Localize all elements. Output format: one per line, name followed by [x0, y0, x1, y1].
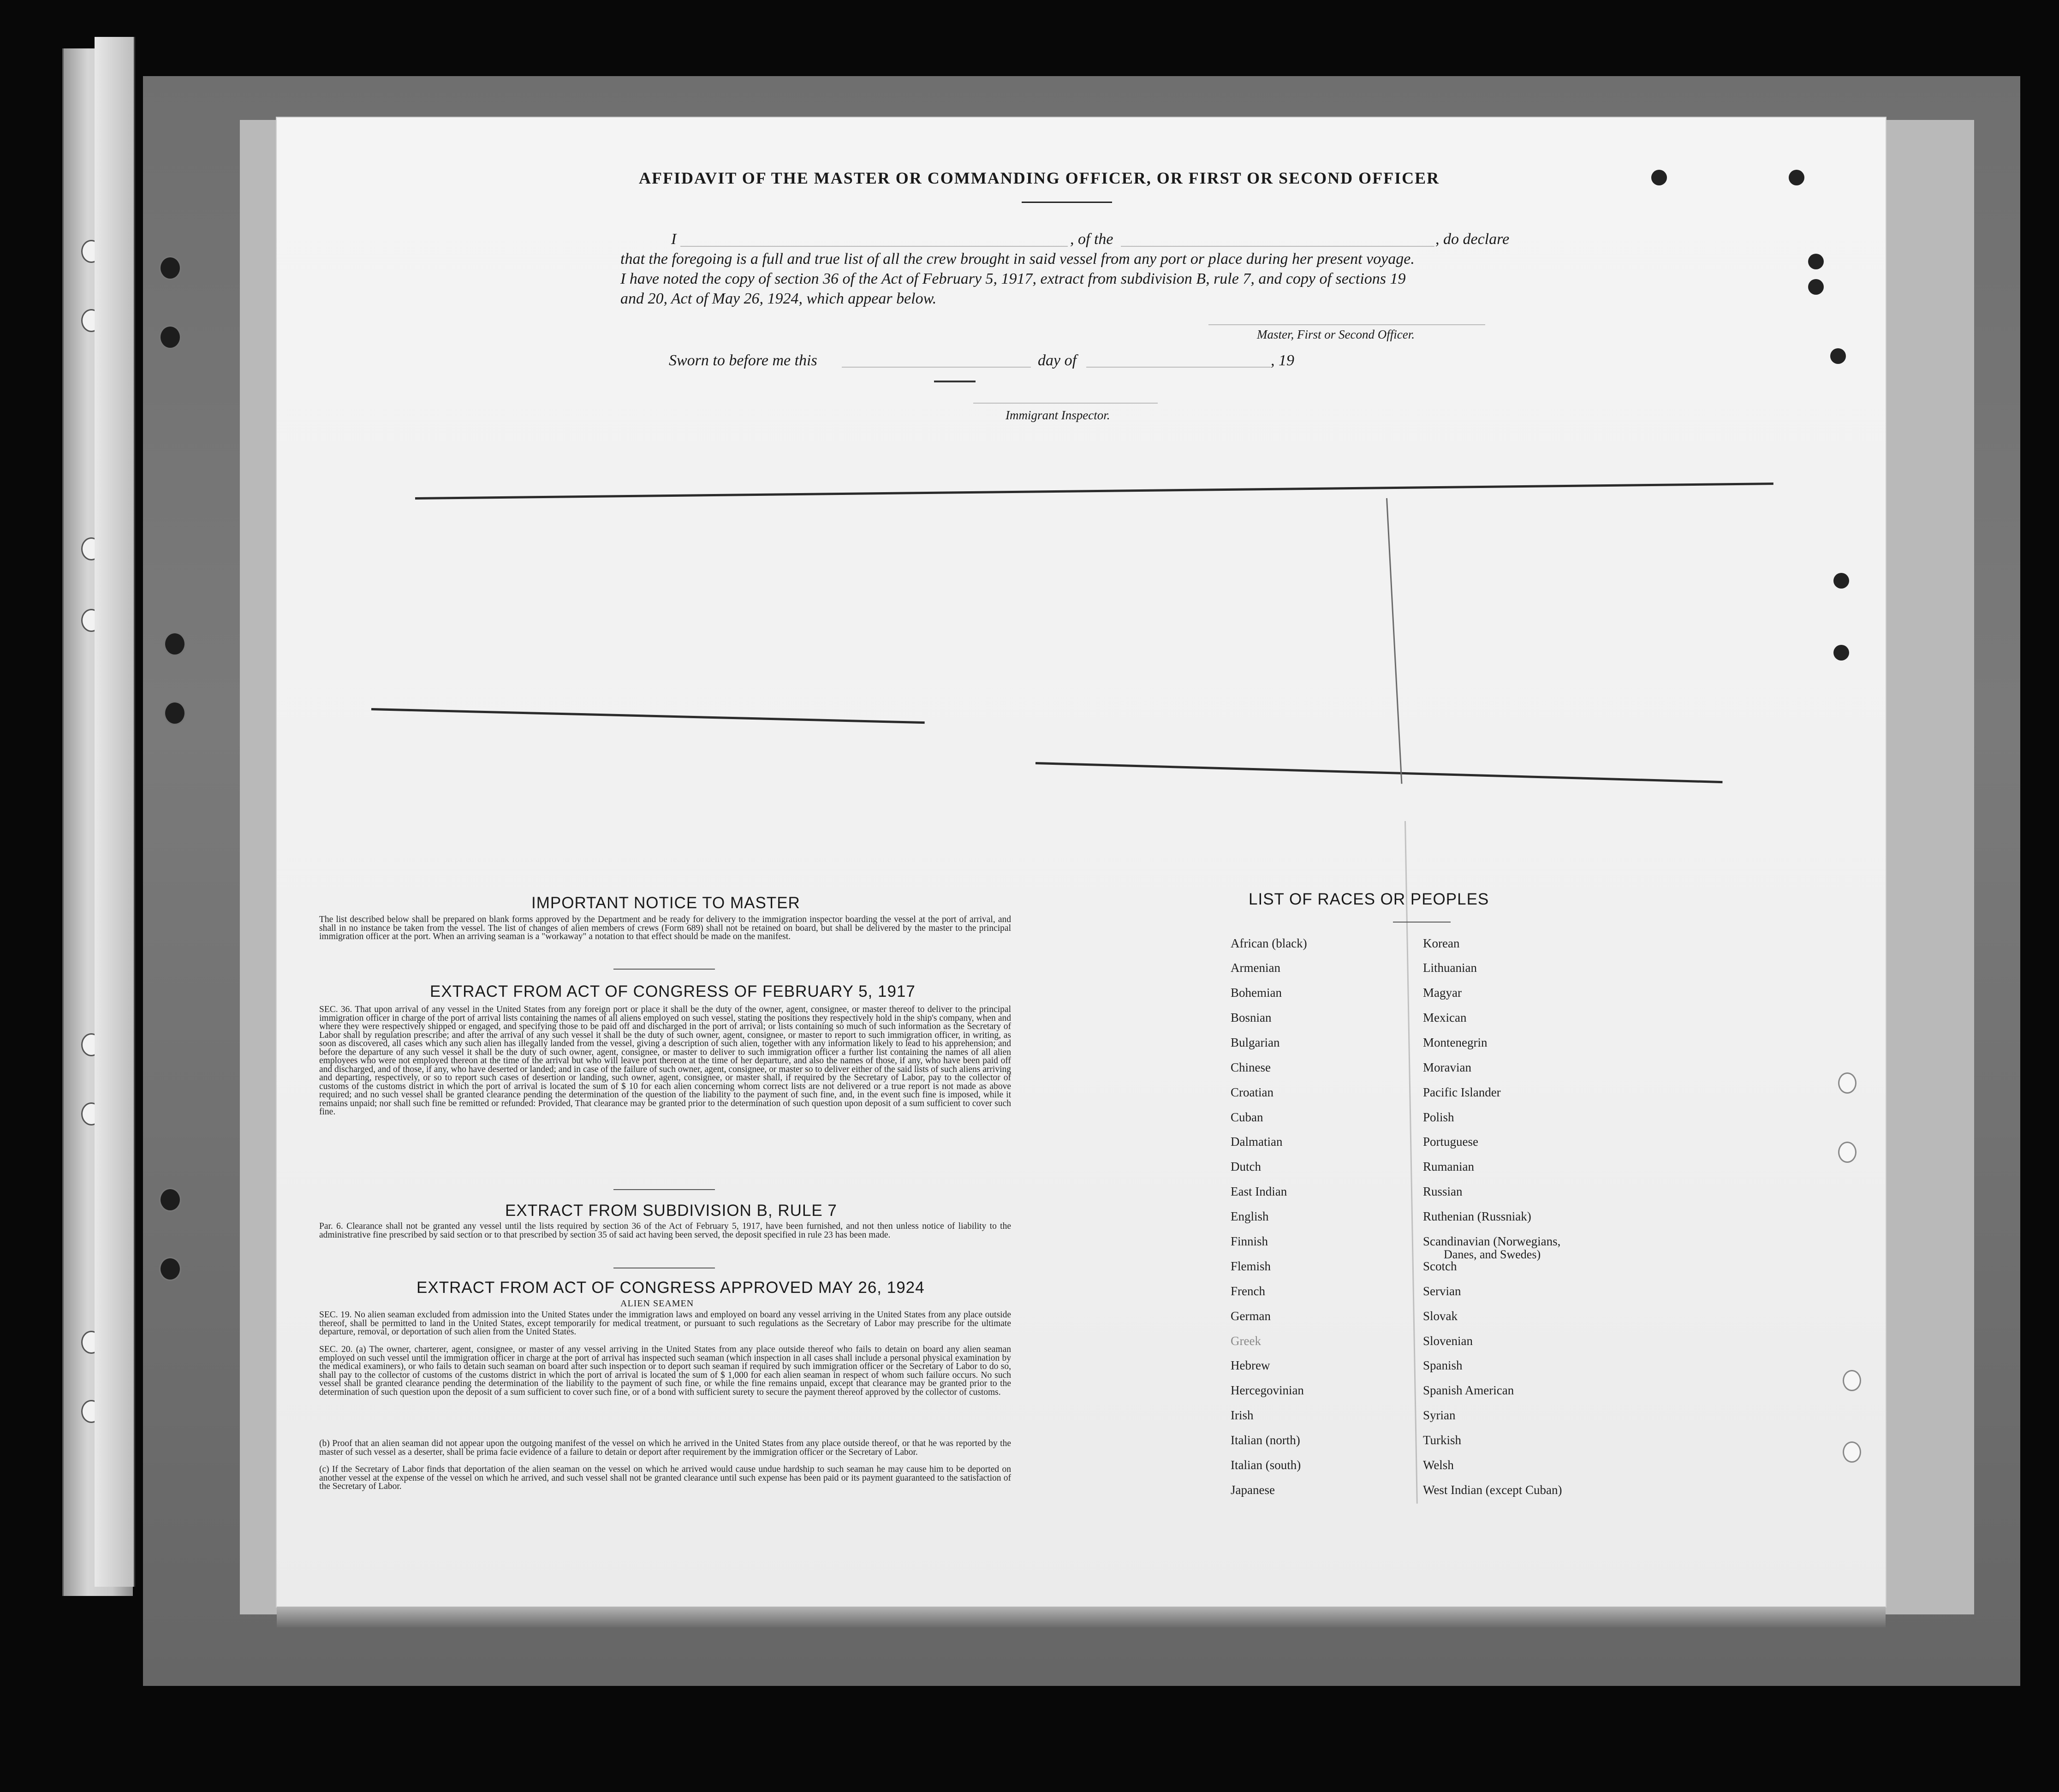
race-right-item: Pacific Islander [1423, 1085, 1501, 1099]
declaration-of: , of the [1070, 231, 1113, 248]
race-left-item: Italian (south) [1231, 1458, 1301, 1472]
inspector-signature-line [973, 403, 1158, 404]
vessel-blank [1121, 246, 1434, 247]
inspector-label: Immigrant Inspector. [1006, 408, 1110, 422]
race-right-item: Servian [1423, 1284, 1461, 1298]
race-left-item: Dutch [1231, 1160, 1261, 1173]
punch-hole [1789, 170, 1804, 185]
race-right-item: Russian [1423, 1185, 1463, 1198]
race-right-item: Ruthenian (Russniak) [1423, 1209, 1531, 1223]
race-left-item: Greek [1231, 1334, 1261, 1348]
race-left-item: Bosnian [1231, 1011, 1272, 1024]
title-underline [1022, 202, 1112, 203]
declaration-declare: , do declare [1435, 231, 1510, 248]
races-heading-rule [1393, 922, 1451, 923]
extract-rule7-heading: EXTRACT FROM SUBDIVISION B, RULE 7 [505, 1202, 837, 1220]
binding-hole [164, 701, 186, 725]
races-heading: LIST OF RACES OR PEOPLES [1249, 890, 1489, 908]
race-right-item: Turkish [1423, 1433, 1462, 1447]
extract-1924-sec19: SEC. 19. No alien seaman excluded from admission into the United States under the immigration laws and employed on board any vessel arriving in the United States from any place outside thereof, shall be permitted to land in the United States, except temporarily for medical treatment, or pursuant to such regulations as the Secretary of Labor may prescribe for the ultimate departure, removal, or deportation of such alien from the United States. [319, 1310, 1011, 1337]
race-right-item: Polish [1423, 1110, 1454, 1124]
race-right-item: West Indian (except Cuban) [1423, 1483, 1562, 1497]
race-left-item: Bulgarian [1231, 1036, 1280, 1049]
race-right-item: Rumanian [1423, 1160, 1474, 1173]
sworn-year: , 19 [1271, 352, 1294, 369]
race-left-item: Irish [1231, 1408, 1254, 1422]
race-left-item: Hebrew [1231, 1358, 1270, 1372]
punch-hole [1833, 645, 1849, 661]
extract-1917-text: SEC. 36. That upon arrival of any vessel in the United States from any foreign port or place it shall be the duty of the owner, agent, consignee, or master thereof to deliver to the principal immigration officer in charge of the port of arrival lists containing the names of all aliens employed on such vessel, stating the positions they respectively hold in the ship's company, when and where they were respectively shipped or engaged, and specifying those to be paid off and discharged in the port of arrival; or lists containing so much of such information as the Secretary of Labor shall by regulation prescribe; and after the arrival of any such vessel it shall be the duty of such owner, agent, consignee, or master to report to such immigration officer, in writing, as soon as discovered, all cases which any such alien has illegally landed from the vessel, giving a description of such alien, together with any information likely to lead to his apprehension; and before the departure of any such vessel it shall be the duty of such owner, agent, consignee, or master to deliver to such immigration officer a further list containing the names of all alien employees who were not employed thereon at the time of the arrival but who will leave port thereon at the time of her departure, and also the names of those, if any, who have been paid off and discharged, and of those, if any, who have deserted or landed; and in case of the failure of such owner, agent, consignee, or master so to deliver either of the said lists of such aliens arriving and departing, respectively, or so to report such cases of desertion or landing, such owner, agent, consignee, or master shall, if required by the Secretary of Labor, pay to the collector of customs of the customs district in which the port of arrival is located the sum of $ 10 for each alien concerning whom correct lists are not delivered or a true report is not made as above required; and no such vessel shall be granted clearance pending the determination of the question of the liability to the payment of such fine, and, in the event such fine is imposed, while it remains unpaid; nor shall such fine be remitted or refunded: Provided, That clearance may be granted prior to the determination of such question upon deposit of a sum sufficient to cover such fine. [319, 1005, 1011, 1117]
race-right-item: Moravian [1423, 1060, 1471, 1074]
race-left-item: Japanese [1231, 1483, 1275, 1497]
binding-hole [159, 256, 181, 280]
race-right-item: Korean [1423, 936, 1460, 950]
race-right-item: Mexican [1423, 1011, 1467, 1024]
race-right-item: Welsh [1423, 1458, 1454, 1472]
race-left-item: Croatian [1231, 1085, 1273, 1099]
binding-hole [159, 1257, 181, 1281]
extract-1924-sec20c: (c) If the Secretary of Labor finds that deportation of the alien seaman on the vessel on which he arrived would cause undue hardship to such seaman he may cause him to be deported on another vessel at the expense of the vessel on which he arrived, and such vessel shall not be granted clearance until such expense has been paid or its payment guaranteed to the satisfaction of the Secretary of Labor. [319, 1465, 1011, 1491]
race-left-item: Hercegovinian [1231, 1383, 1304, 1397]
notice-heading: IMPORTANT NOTICE TO MASTER [531, 894, 800, 912]
race-right-item: Portuguese [1423, 1135, 1478, 1149]
extract-1924-sec20b: (b) Proof that an alien seaman did not appear upon the outgoing manifest of the vessel on which he arrived in the United States from any place outside thereof, or that he was reported by the master of such vessel as a deserter, shall be prima facie evidence of a failure to detain or deport after requirement by the immigration officer or the Secretary of Labor. [319, 1439, 1011, 1457]
master-label: Master, First or Second Officer. [1257, 327, 1415, 341]
extract-rule7-text: Par. 6. Clearance shall not be granted any vessel until the lists required by section 36 of the Act of February 5, 1917, have been furnished, and not then unless notice of liability to the administrative fine prescribed by said section or to that prescribed by section 35 of said act having been served, the deposit specified in rule 23 has been made. [319, 1221, 1011, 1240]
race-right-item: Syrian [1423, 1408, 1456, 1422]
punch-hole-ring [1838, 1072, 1857, 1094]
punch-hole-ring [1838, 1142, 1857, 1163]
left-page-edges [95, 37, 135, 1587]
punch-hole-ring [1843, 1370, 1861, 1391]
sworn-month-blank [1086, 367, 1271, 368]
race-right-item: Lithuanian [1423, 961, 1477, 975]
binding-hole [164, 632, 186, 656]
section-divider [613, 1189, 715, 1190]
race-left-item: Bohemian [1231, 986, 1282, 1000]
name-blank [680, 246, 1068, 247]
race-right-item: Scandinavian (Norwegians, [1423, 1234, 1561, 1248]
race-right-item: Montenegrin [1423, 1036, 1488, 1049]
punch-hole [1833, 573, 1849, 589]
race-left-item: French [1231, 1284, 1265, 1298]
master-signature-line [1208, 324, 1485, 325]
race-left-item: Cuban [1231, 1110, 1263, 1124]
race-right-item: Spanish [1423, 1358, 1463, 1372]
affidavit-title: AFFIDAVIT OF THE MASTER OR COMMANDING OFFICER, OR FIRST OR SECOND OFFICER [639, 169, 1440, 187]
sworn-text: Sworn to before me this [669, 352, 817, 369]
race-right-item: Slovenian [1423, 1334, 1473, 1348]
sworn-day-blank [842, 367, 1031, 368]
race-left-item: Flemish [1231, 1259, 1271, 1273]
page-edge-shadow [277, 1607, 1886, 1627]
race-left-item: East Indian [1231, 1185, 1287, 1198]
declaration-line-4: and 20, Act of May 26, 1924, which appear below. [620, 290, 937, 307]
extract-1924-heading: EXTRACT FROM ACT OF CONGRESS APPROVED MAY 26, 1924 [417, 1279, 925, 1297]
section-divider [613, 969, 715, 970]
declaration-line-3: I have noted the copy of section 36 of the Act of February 5, 1917, extract from subdivision B, rule 7, and copy of sections 19 [620, 270, 1406, 287]
alien-seamen-subheading: ALIEN SEAMEN [620, 1298, 694, 1309]
punch-hole [1651, 170, 1667, 185]
race-right-item: Scotch [1423, 1259, 1457, 1273]
race-right-item: Magyar [1423, 986, 1462, 1000]
binding-hole [159, 1188, 181, 1212]
ink-mark [934, 381, 976, 382]
race-left-item: Dalmatian [1231, 1135, 1283, 1149]
binding-hole [159, 325, 181, 349]
punch-hole-ring [1843, 1441, 1861, 1463]
race-left-item: Armenian [1231, 961, 1280, 975]
notice-text: The list described below shall be prepared on blank forms approved by the Department and be ready for delivery to the immigration inspector boarding the vessel at the port of arrival, and shall in no instance be taken from the vessel. The list of changes of alien members of crews (Form 689) shall not be retained on board, but shall be delivered by the master to the principal immigration officer at the port. When an arriving seaman is a "workaway" a notation to that effect should be made on the manifest. [319, 915, 1011, 941]
race-left-item: Italian (north) [1231, 1433, 1300, 1447]
extract-1917-heading: EXTRACT FROM ACT OF CONGRESS OF FEBRUARY 5, 1917 [430, 982, 916, 1000]
race-left-item: Chinese [1231, 1060, 1271, 1074]
sworn-day-of: day of [1038, 352, 1077, 369]
race-right-item: Spanish American [1423, 1383, 1514, 1397]
race-left-item: German [1231, 1309, 1271, 1323]
race-left-item: African (black) [1231, 936, 1307, 950]
race-left-item: Finnish [1231, 1234, 1268, 1248]
punch-hole [1808, 279, 1824, 295]
declaration-i: I [671, 231, 677, 248]
extract-1924-sec20a: SEC. 20. (a) The owner, charterer, agent, consignee, or master of any vessel arriving in the United States from any place outside thereof who fails to detain on board any alien seaman employed on such vessel until the immigration officer in charge at the port of arrival has inspected such seaman (which inspection in all cases shall include a personal physical examination by the medical examiners), or who fails to detain such seaman on board after such inspection or to deport such seaman if required by such immigration officer or the Secretary of Labor to do so, shall pay to the collector of customs of the customs district in which the port of arrival is located the sum of $ 1,000 for each alien seaman in respect of whom such failure occurs. No such vessel shall be granted clearance pending the determination of the liability to the payment of such fine, or while the fine remains unpaid, except that clearance may be granted prior to the determination of such question upon the deposit of a sum sufficient to cover such fine, or of a bond with sufficient surety to secure the payment thereof approved by the collector of customs. [319, 1345, 1011, 1397]
punch-hole [1830, 348, 1846, 364]
race-left-item: English [1231, 1209, 1269, 1223]
race-right-continuation: Danes, and Swedes) [1444, 1248, 1541, 1261]
declaration-line-2: that the foregoing is a full and true list of all the crew brought in said vessel from any port or place during her present voyage. [620, 250, 1415, 268]
punch-hole [1808, 254, 1824, 269]
race-right-item: Slovak [1423, 1309, 1458, 1323]
